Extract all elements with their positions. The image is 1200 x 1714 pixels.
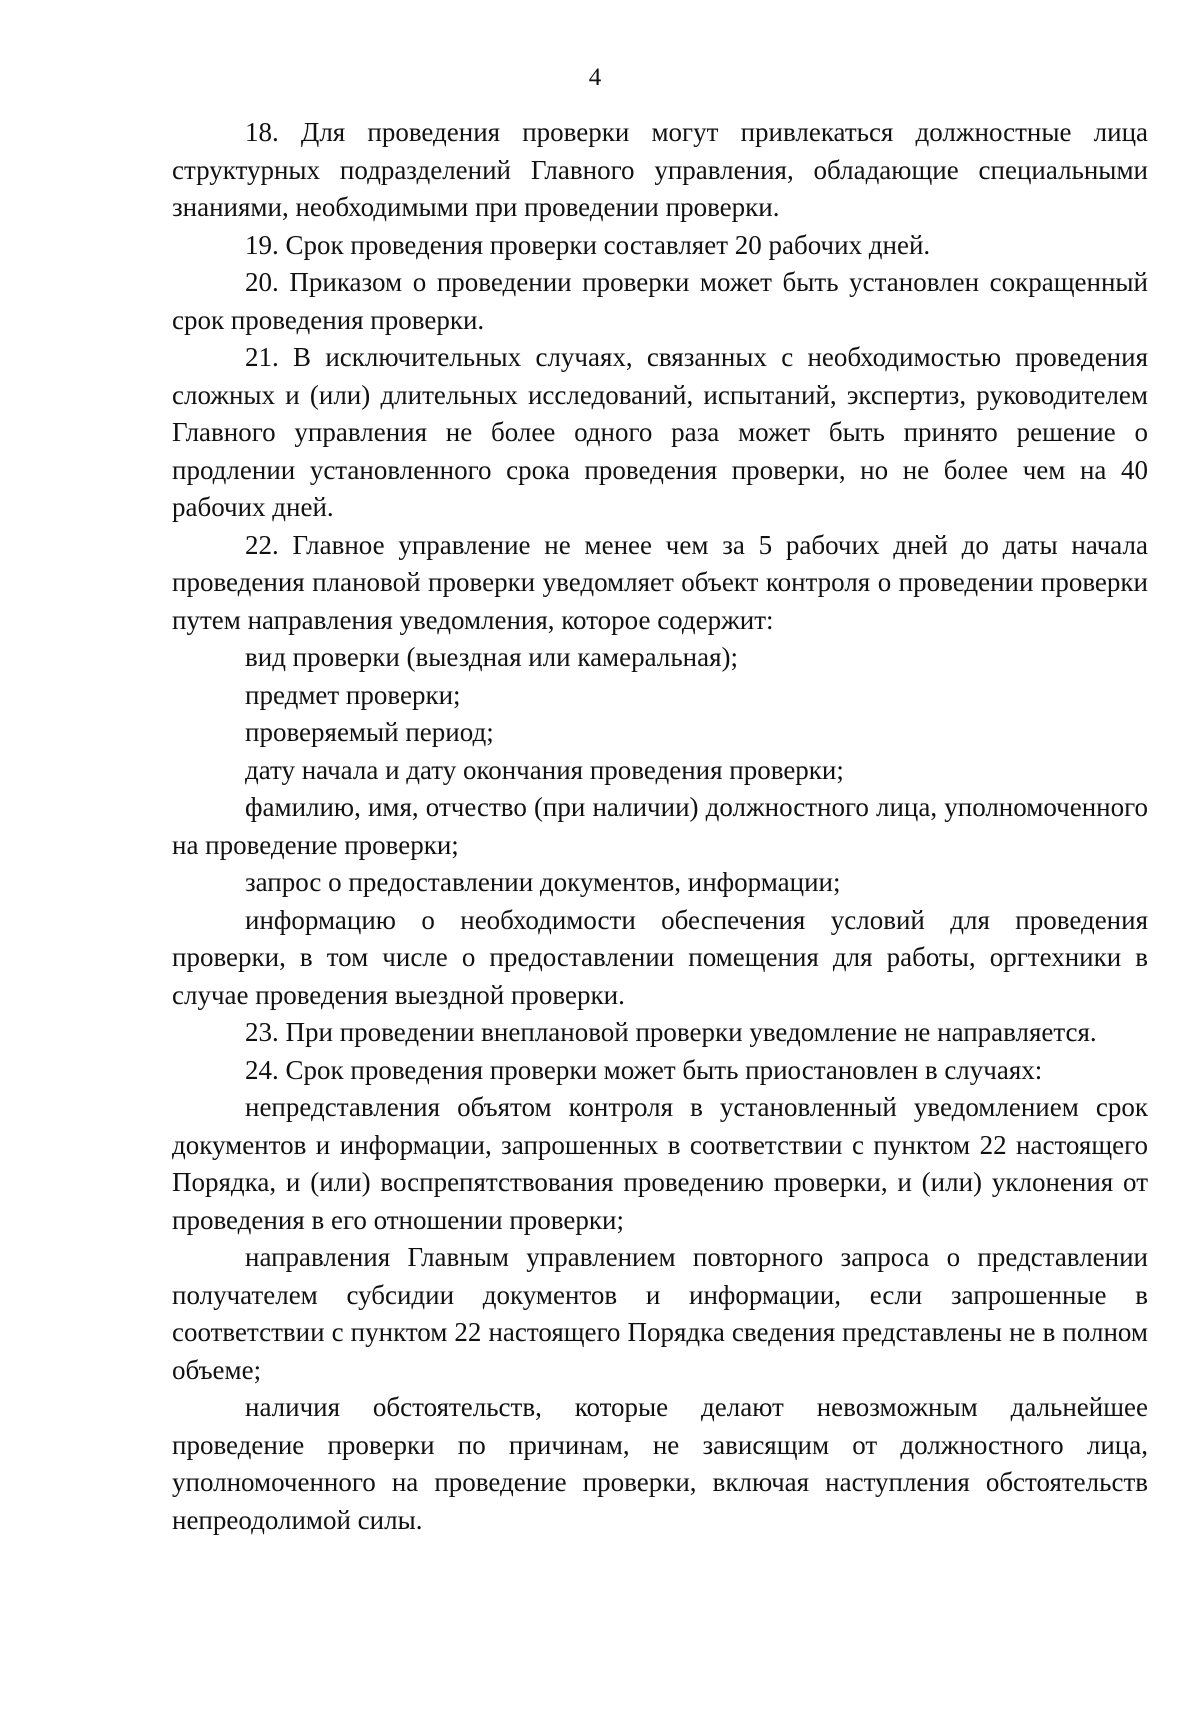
paragraph-23: 23. При проведении внеплановой проверки уведомление не направляется. [245,1017,1097,1047]
list-item-check-dates: дату начала и дату окончания проведения проверки; [245,754,844,785]
page-number: 4 [588,64,602,91]
list-item-documents-request: запрос о предоставлении документов, информации; [245,867,841,897]
paragraph-20: 20. Приказом о проведении проверки может быть установлен сокращенный срок проведения проверки. [172,267,1148,335]
list-item-check-subject: предмет проверки; [245,679,461,710]
paragraph-21: 21. В исключительных случаях, связанных с необходимостью проведения сложных и (или) длительных исследований, испытаний, экспертиз, руководителем Главного управления не более одного раза может быть принято решение о продлении установленного срока проведения проверки, но не более чем на 40 рабочих дней. [172,342,1148,522]
list-item-conditions-info: информацию о необходимости обеспечения условий для проведения проверки, в том числе о предоставлении помещения для работы, оргтехники в случае проведения выездной проверки. [172,904,1148,1010]
list-item-force-majeure: наличия обстоятельств, которые делают невозможным дальнейшее проведение проверки по причинам, не зависящим от должностного лица, уполномоченного на проведение проверки, включая наступления обстоятельств непреодолимой силы. [172,1392,1148,1535]
paragraph-24: 24. Срок проведения проверки может быть приостановлен в случаях: [245,1054,1043,1085]
list-item-non-submission: непредставления объятом контроля в установленный уведомлением срок документов и информации, запрошенных в соответствии с пунктом 22 настоящего Порядка, и (или) воспрепятствования проведению проверки, и (или) уклонения от проведения в его отношении проверки; [172,1092,1148,1235]
document-body [172,114,1148,1539]
paragraph-19: 19. Срок проведения проверки составляет 20 рабочих дней. [245,229,931,260]
paragraph-22: 22. Главное управление не менее чем за 5 рабочих дней до даты начала проведения плановой проверки уведомляет объект контроля о проведении проверки путем направления уведомления, которое содержит: [172,529,1148,635]
list-item-repeat-request: направления Главным управлением повторного запроса о представлении получателем субсидии документов и информации, если запрошенные в соответствии с пунктом 22 настоящего Порядка сведения представлены не в полном объеме; [172,1242,1148,1385]
list-item-check-period: проверяемый период; [245,717,494,747]
list-item-check-type: вид проверки (выездная или камеральная); [245,642,738,672]
list-item-official-name: фамилию, имя, отчество (при наличии) должностного лица, уполномоченного на проведение проверки; [172,792,1148,860]
paragraph-18: 18. Для проведения проверки могут привлекаться должностные лица структурных подразделений Главного управления, обладающие специальными знаниями, необходимыми при проведении проверки. [172,117,1148,222]
